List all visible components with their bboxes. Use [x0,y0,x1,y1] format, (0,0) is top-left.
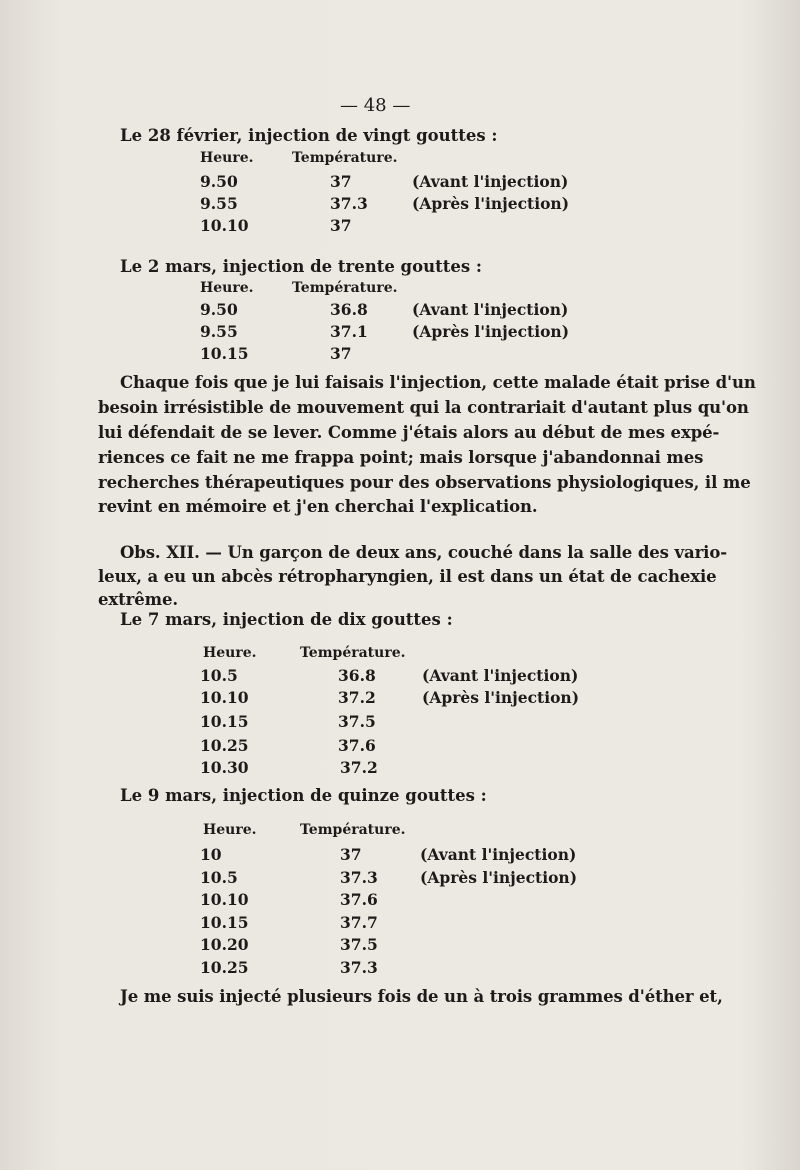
table-cell-temperature: 37 [340,845,362,864]
paragraph-line: Obs. XII. — Un garçon de deux ans, couché dans la salle des vario- [120,543,727,562]
column-header-time: Heure. [203,645,257,661]
table-cell-note: (Après l'injection) [422,688,580,707]
paragraph-line: recherches thérapeutiques pour des observations physiologiques, il me [98,473,751,492]
table-cell-temperature: 37.2 [340,758,378,777]
paragraph-line: extrême. [98,590,179,609]
column-header-time: Heure. [203,822,257,838]
table-cell-temperature: 36.8 [338,666,376,685]
table-cell-time: 9.55 [200,322,238,341]
table-cell-note: (Après l'injection) [412,194,570,213]
paragraph-line: leux, a eu un abcès rétropharyngien, il est dans un état de cachexie [98,567,717,586]
table-cell-time: 9.50 [200,172,238,191]
table-cell-time: 10.25 [200,736,249,755]
table-cell-time: 9.55 [200,194,238,213]
table-cell-note: (Après l'injection) [412,322,570,341]
table-cell-time: 10.5 [200,868,238,887]
table-cell-temperature: 36.8 [330,300,368,319]
table-cell-time: 10.10 [200,890,249,909]
table-cell-time: 10.15 [200,913,249,932]
table-cell-time: 10.5 [200,666,238,685]
table-cell-note: (Après l'injection) [420,868,578,887]
table-cell-time: 10.10 [200,216,249,235]
paragraph-line: lui défendait de se lever. Comme j'étais alors au début de mes expé- [98,423,720,442]
column-header-temperature: Température. [292,150,398,166]
page-number: — 48 — [340,95,411,116]
paragraph-line: revint en mémoire et j'en cherchai l'explication. [98,497,538,516]
table-cell-temperature: 37.7 [340,913,378,932]
table-cell-temperature: 37 [330,216,352,235]
paragraph-line: riences ce fait ne me frappa point; mais lorsque j'abandonnai mes [98,448,704,467]
table-cell-temperature: 37.5 [338,712,376,731]
table-cell-note: (Avant l'injection) [412,300,569,319]
section-intro: Le 2 mars, injection de trente gouttes : [120,257,482,276]
table-cell-time: 10.10 [200,688,249,707]
table-cell-temperature: 37.1 [330,322,368,341]
table-cell-temperature: 37 [330,172,352,191]
section-intro: Le 7 mars, injection de dix gouttes : [120,610,453,629]
table-cell-temperature: 37 [330,344,352,363]
table-cell-time: 10.30 [200,758,249,777]
table-cell-note: (Avant l'injection) [422,666,579,685]
column-header-time: Heure. [200,150,254,166]
table-cell-temperature: 37.6 [340,890,378,909]
table-cell-time: 10.20 [200,935,249,954]
table-cell-temperature: 37.5 [340,935,378,954]
table-cell-time: 10.15 [200,712,249,731]
table-cell-temperature: 37.6 [338,736,376,755]
paragraph-line: Je me suis injecté plusieurs fois de un à trois grammes d'éther et, [120,987,723,1006]
column-header-time: Heure. [200,280,254,296]
paragraph-line: besoin irrésistible de mouvement qui la contrariait d'autant plus qu'on [98,398,749,417]
column-header-temperature: Température. [300,645,406,661]
paragraph-line: Chaque fois que je lui faisais l'injection, cette malade était prise d'un [120,373,756,392]
section-intro: Le 9 mars, injection de quinze gouttes : [120,786,487,805]
table-cell-note: (Avant l'injection) [412,172,569,191]
column-header-temperature: Température. [292,280,398,296]
column-header-temperature: Température. [300,822,406,838]
table-cell-temperature: 37.2 [338,688,376,707]
section-intro: Le 28 février, injection de vingt gouttes : [120,126,498,145]
table-cell-temperature: 37.3 [340,958,378,977]
table-cell-time: 10.15 [200,344,249,363]
table-cell-time: 9.50 [200,300,238,319]
table-cell-time: 10 [200,845,222,864]
table-cell-note: (Avant l'injection) [420,845,577,864]
table-cell-time: 10.25 [200,958,249,977]
table-cell-temperature: 37.3 [340,868,378,887]
table-cell-temperature: 37.3 [330,194,368,213]
